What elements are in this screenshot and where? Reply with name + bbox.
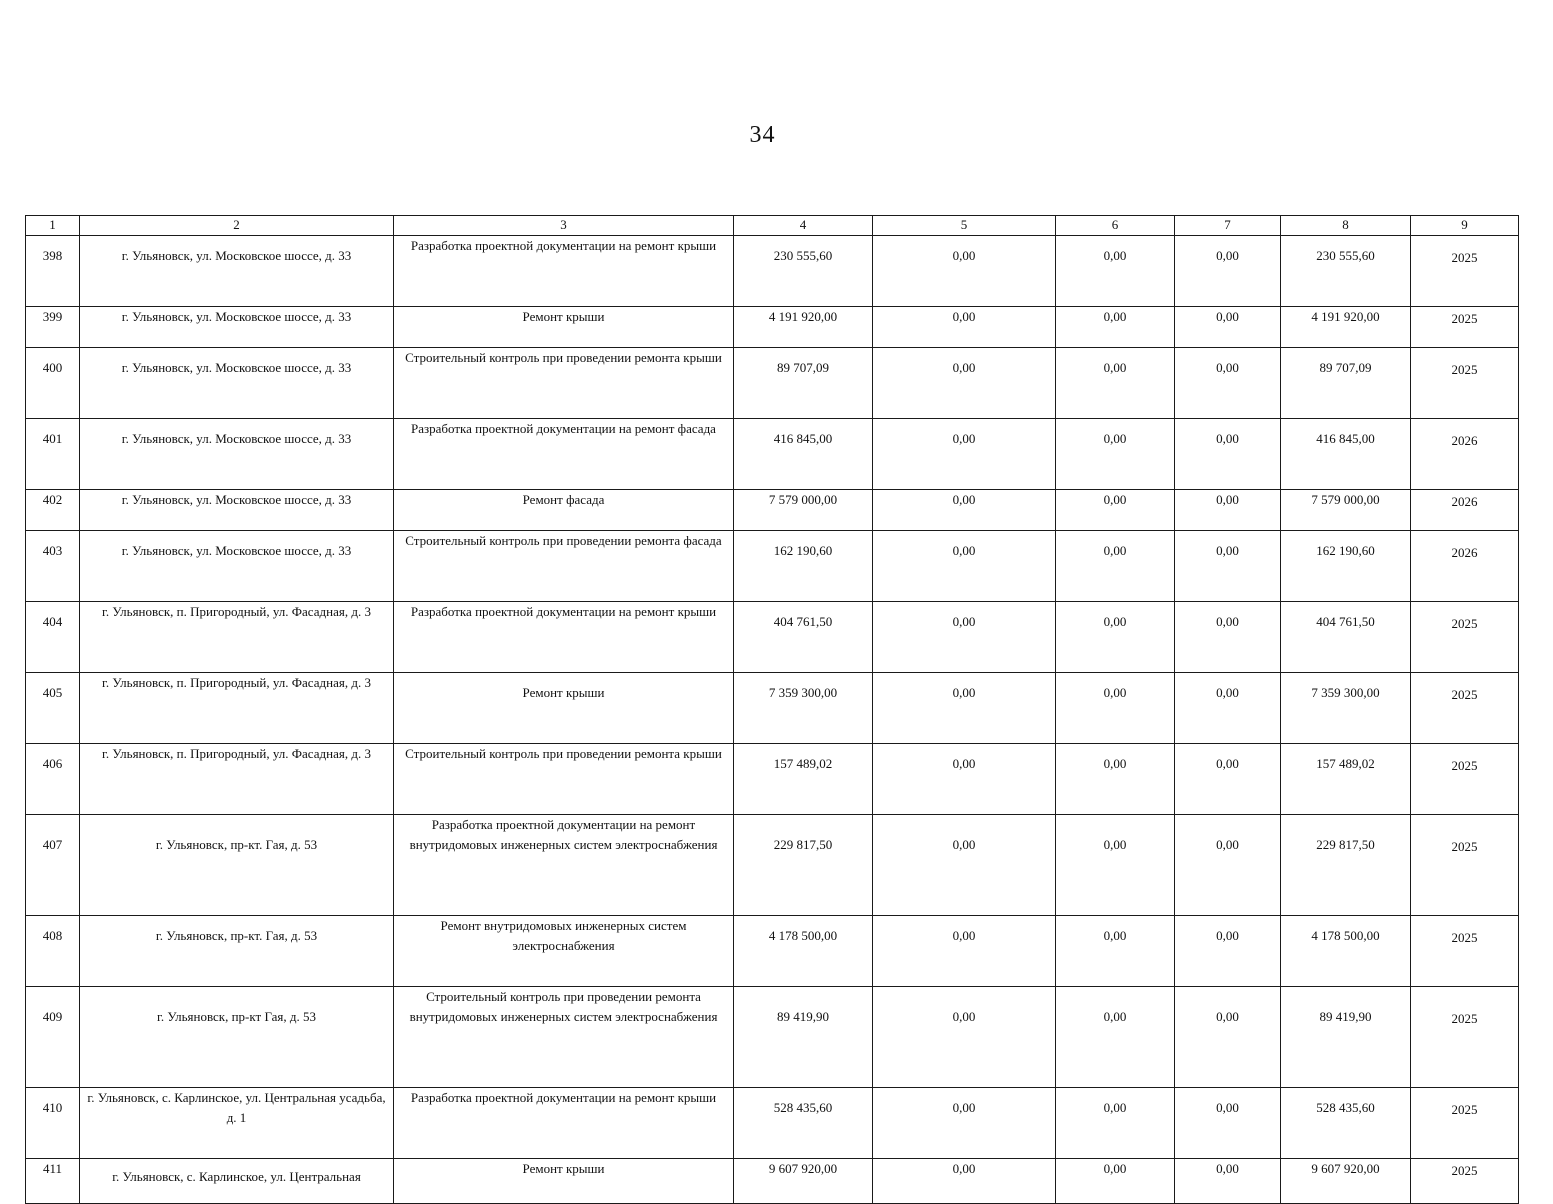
amount-col-7: 0,00 <box>1175 744 1281 815</box>
address-cell: г. Ульяновск, пр-кт Гая, д. 53 <box>80 987 394 1088</box>
table-row <box>26 1088 1519 1159</box>
table-row <box>26 348 1519 419</box>
amount-col-8: 162 190,60 <box>1281 531 1411 602</box>
address-cell: г. Ульяновск, п. Пригородный, ул. Фасадная, д. 3 <box>80 602 394 673</box>
amount-col-6: 0,00 <box>1056 602 1175 673</box>
table-row <box>26 916 1519 987</box>
row-number: 400 <box>26 348 80 419</box>
work-type-cell: Разработка проектной документации на ремонт крыши <box>394 1088 734 1159</box>
amount-col-8: 229 817,50 <box>1281 815 1411 916</box>
amount-col-4: 89 707,09 <box>734 348 873 419</box>
work-type-cell: Разработка проектной документации на ремонт внутридомовых инженерных систем электроснабжения <box>394 815 734 916</box>
amount-col-4: 162 190,60 <box>734 531 873 602</box>
col-header-3: 3 <box>394 216 734 236</box>
amount-col-8: 7 579 000,00 <box>1281 490 1411 531</box>
work-type-cell: Разработка проектной документации на ремонт крыши <box>394 236 734 307</box>
work-type-cell: Ремонт крыши <box>394 307 734 348</box>
amount-col-7: 0,00 <box>1175 236 1281 307</box>
amount-col-6: 0,00 <box>1056 673 1175 744</box>
row-number: 405 <box>26 673 80 744</box>
amount-col-4: 4 178 500,00 <box>734 916 873 987</box>
amount-col-7: 0,00 <box>1175 307 1281 348</box>
work-type-cell: Ремонт крыши <box>394 673 734 744</box>
amount-col-6: 0,00 <box>1056 1088 1175 1159</box>
year-cell: 2025 <box>1411 307 1519 348</box>
work-type-cell: Строительный контроль при проведении ремонта крыши <box>394 744 734 815</box>
row-number: 401 <box>26 419 80 490</box>
amount-col-4: 229 817,50 <box>734 815 873 916</box>
amount-col-5: 0,00 <box>873 602 1056 673</box>
amount-col-5: 0,00 <box>873 1088 1056 1159</box>
address-cell: г. Ульяновск, пр-кт. Гая, д. 53 <box>80 815 394 916</box>
page-number: 34 <box>749 122 776 148</box>
year-cell: 2025 <box>1411 815 1519 916</box>
address-cell: г. Ульяновск, с. Карлинское, ул. Центральная усадьба, д. 1 <box>80 1088 394 1159</box>
amount-col-8: 9 607 920,00 <box>1281 1159 1411 1204</box>
amount-col-4: 7 359 300,00 <box>734 673 873 744</box>
year-cell: 2025 <box>1411 744 1519 815</box>
amount-col-8: 528 435,60 <box>1281 1088 1411 1159</box>
address-cell: г. Ульяновск, ул. Московское шоссе, д. 33 <box>80 490 394 531</box>
amount-col-7: 0,00 <box>1175 348 1281 419</box>
amount-col-4: 4 191 920,00 <box>734 307 873 348</box>
work-type-cell: Ремонт внутридомовых инженерных систем электроснабжения <box>394 916 734 987</box>
amount-col-5: 0,00 <box>873 815 1056 916</box>
row-number: 402 <box>26 490 80 531</box>
year-cell: 2025 <box>1411 1159 1519 1204</box>
amount-col-6: 0,00 <box>1056 916 1175 987</box>
amount-col-5: 0,00 <box>873 673 1056 744</box>
col-header-2: 2 <box>80 216 394 236</box>
year-cell: 2026 <box>1411 419 1519 490</box>
amount-col-5: 0,00 <box>873 307 1056 348</box>
amount-col-8: 157 489,02 <box>1281 744 1411 815</box>
year-cell: 2026 <box>1411 490 1519 531</box>
amount-col-6: 0,00 <box>1056 348 1175 419</box>
year-cell: 2026 <box>1411 531 1519 602</box>
work-type-cell: Разработка проектной документации на ремонт крыши <box>394 602 734 673</box>
amount-col-7: 0,00 <box>1175 815 1281 916</box>
row-number: 411 <box>26 1159 80 1204</box>
amount-col-5: 0,00 <box>873 236 1056 307</box>
row-number: 409 <box>26 987 80 1088</box>
amount-col-6: 0,00 <box>1056 531 1175 602</box>
work-type-cell: Ремонт фасада <box>394 490 734 531</box>
amount-col-8: 4 191 920,00 <box>1281 307 1411 348</box>
row-number: 407 <box>26 815 80 916</box>
amount-col-6: 0,00 <box>1056 1159 1175 1204</box>
work-type-cell: Ремонт крыши <box>394 1159 734 1204</box>
year-cell: 2025 <box>1411 348 1519 419</box>
header-row <box>26 216 1519 236</box>
amount-col-6: 0,00 <box>1056 236 1175 307</box>
address-cell: г. Ульяновск, с. Карлинское, ул. Центральная <box>80 1159 394 1204</box>
row-number: 399 <box>26 307 80 348</box>
address-cell: г. Ульяновск, ул. Московское шоссе, д. 33 <box>80 236 394 307</box>
table-row <box>26 673 1519 744</box>
amount-col-7: 0,00 <box>1175 602 1281 673</box>
year-cell: 2025 <box>1411 987 1519 1088</box>
amount-col-5: 0,00 <box>873 531 1056 602</box>
amount-col-7: 0,00 <box>1175 673 1281 744</box>
amount-col-7: 0,00 <box>1175 1088 1281 1159</box>
col-header-5: 5 <box>873 216 1056 236</box>
amount-col-8: 4 178 500,00 <box>1281 916 1411 987</box>
amount-col-5: 0,00 <box>873 490 1056 531</box>
row-number: 408 <box>26 916 80 987</box>
amount-col-7: 0,00 <box>1175 916 1281 987</box>
col-header-4: 4 <box>734 216 873 236</box>
col-header-1: 1 <box>26 216 80 236</box>
amount-col-6: 0,00 <box>1056 744 1175 815</box>
table-row <box>26 815 1519 916</box>
row-number: 406 <box>26 744 80 815</box>
work-type-cell: Строительный контроль при проведении ремонта внутридомовых инженерных систем электроснабжения <box>394 987 734 1088</box>
year-cell: 2025 <box>1411 236 1519 307</box>
amount-col-5: 0,00 <box>873 348 1056 419</box>
amount-col-8: 404 761,50 <box>1281 602 1411 673</box>
table-row <box>26 1159 1519 1204</box>
year-cell: 2025 <box>1411 916 1519 987</box>
work-type-cell: Строительный контроль при проведении ремонта крыши <box>394 348 734 419</box>
amount-col-8: 416 845,00 <box>1281 419 1411 490</box>
amount-col-6: 0,00 <box>1056 987 1175 1088</box>
table-row <box>26 531 1519 602</box>
table-row <box>26 236 1519 307</box>
address-cell: г. Ульяновск, ул. Московское шоссе, д. 33 <box>80 307 394 348</box>
work-type-cell: Разработка проектной документации на ремонт фасада <box>394 419 734 490</box>
amount-col-7: 0,00 <box>1175 987 1281 1088</box>
amount-col-4: 404 761,50 <box>734 602 873 673</box>
repair-schedule-table <box>25 215 1519 1204</box>
amount-col-4: 528 435,60 <box>734 1088 873 1159</box>
amount-col-7: 0,00 <box>1175 531 1281 602</box>
amount-col-5: 0,00 <box>873 744 1056 815</box>
col-header-6: 6 <box>1056 216 1175 236</box>
row-number: 404 <box>26 602 80 673</box>
address-cell: г. Ульяновск, ул. Московское шоссе, д. 33 <box>80 531 394 602</box>
table-row <box>26 987 1519 1088</box>
amount-col-8: 7 359 300,00 <box>1281 673 1411 744</box>
address-cell: г. Ульяновск, п. Пригородный, ул. Фасадная, д. 3 <box>80 673 394 744</box>
amount-col-7: 0,00 <box>1175 1159 1281 1204</box>
address-cell: г. Ульяновск, ул. Московское шоссе, д. 33 <box>80 419 394 490</box>
year-cell: 2025 <box>1411 1088 1519 1159</box>
work-type-cell: Строительный контроль при проведении ремонта фасада <box>394 531 734 602</box>
amount-col-6: 0,00 <box>1056 490 1175 531</box>
year-cell: 2025 <box>1411 602 1519 673</box>
amount-col-8: 230 555,60 <box>1281 236 1411 307</box>
year-cell: 2025 <box>1411 673 1519 744</box>
table-row <box>26 602 1519 673</box>
address-cell: г. Ульяновск, пр-кт. Гая, д. 53 <box>80 916 394 987</box>
amount-col-5: 0,00 <box>873 987 1056 1088</box>
amount-col-7: 0,00 <box>1175 419 1281 490</box>
table-row <box>26 490 1519 531</box>
row-number: 403 <box>26 531 80 602</box>
amount-col-4: 9 607 920,00 <box>734 1159 873 1204</box>
amount-col-6: 0,00 <box>1056 307 1175 348</box>
amount-col-4: 89 419,90 <box>734 987 873 1088</box>
table-row <box>26 419 1519 490</box>
amount-col-4: 416 845,00 <box>734 419 873 490</box>
address-cell: г. Ульяновск, п. Пригородный, ул. Фасадная, д. 3 <box>80 744 394 815</box>
amount-col-6: 0,00 <box>1056 815 1175 916</box>
amount-col-8: 89 419,90 <box>1281 987 1411 1088</box>
amount-col-8: 89 707,09 <box>1281 348 1411 419</box>
row-number: 410 <box>26 1088 80 1159</box>
amount-col-6: 0,00 <box>1056 419 1175 490</box>
amount-col-7: 0,00 <box>1175 490 1281 531</box>
table-row <box>26 744 1519 815</box>
address-cell: г. Ульяновск, ул. Московское шоссе, д. 33 <box>80 348 394 419</box>
amount-col-5: 0,00 <box>873 916 1056 987</box>
amount-col-5: 0,00 <box>873 1159 1056 1204</box>
amount-col-4: 157 489,02 <box>734 744 873 815</box>
col-header-8: 8 <box>1281 216 1411 236</box>
col-header-7: 7 <box>1175 216 1281 236</box>
col-header-9: 9 <box>1411 216 1519 236</box>
amount-col-5: 0,00 <box>873 419 1056 490</box>
row-number: 398 <box>26 236 80 307</box>
table-row <box>26 307 1519 348</box>
amount-col-4: 230 555,60 <box>734 236 873 307</box>
amount-col-4: 7 579 000,00 <box>734 490 873 531</box>
